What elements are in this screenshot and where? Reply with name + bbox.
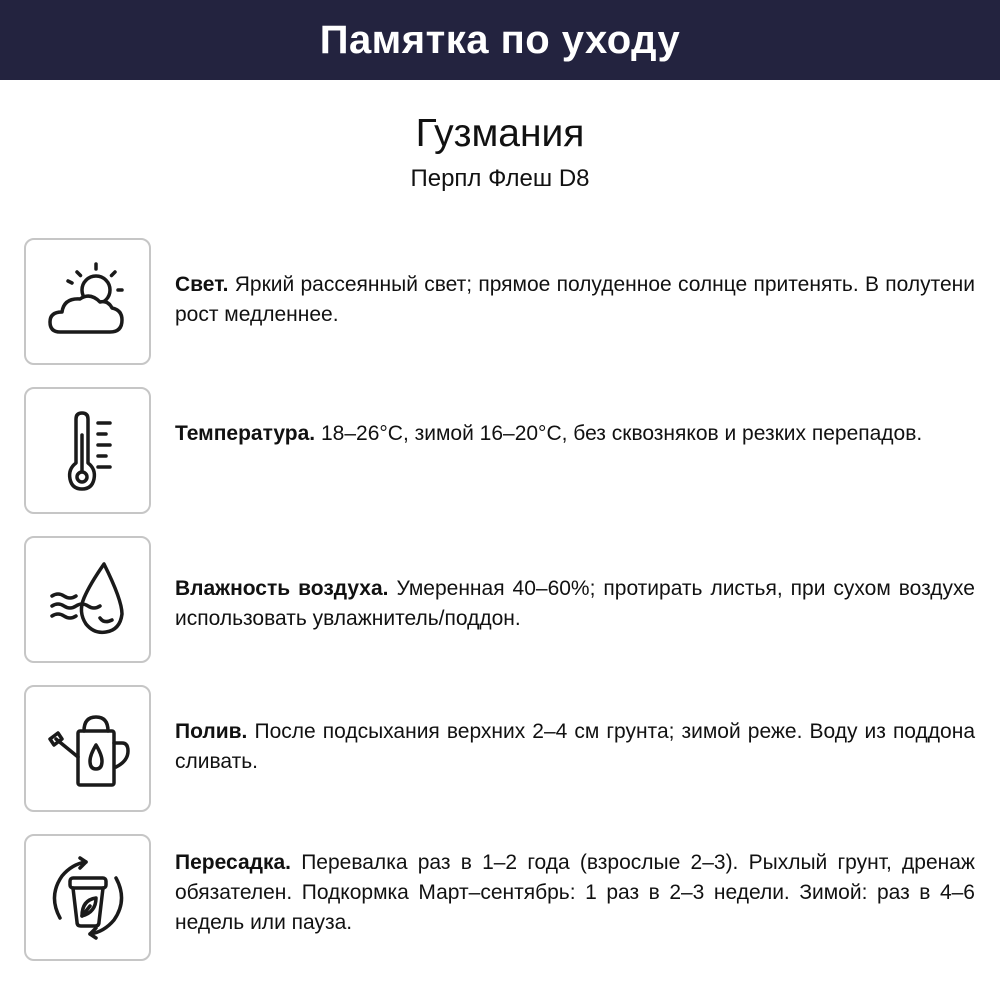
care-text-light	[175, 270, 975, 330]
care-item-repotting	[24, 834, 984, 961]
care-label: Полив.	[175, 720, 248, 743]
care-text-watering	[175, 717, 975, 777]
care-item-light	[24, 238, 984, 365]
plant-name: Гузмания	[415, 112, 585, 155]
page-title: Памятка по уходу	[319, 17, 681, 62]
care-text-humidity	[175, 574, 975, 634]
care-description: После подсыхания верхних 2–4 см грунта; зимой реже. Воду из поддона сливать.	[175, 720, 975, 773]
care-label: Температура.	[175, 422, 316, 445]
care-description: Яркий рассеянный свет; прямое полуденное солнце притенять. В полутени рост медленнее.	[175, 273, 975, 326]
header-bar	[0, 0, 1000, 80]
care-label: Влажность воздуха.	[175, 577, 389, 600]
care-text-repotting	[175, 848, 975, 938]
care-description: Перевалка раз в 1–2 года (взрослые 2–3). Рыхлый грунт, дренаж обязателен. Подкормка Март–сентябрь: 1 раз в 2–3 недели. Зимой: раз в 4–6 недель или пауза.	[175, 851, 975, 934]
care-item-humidity	[24, 536, 984, 663]
care-description: 18–26°C, зимой 16–20°C, без сквозняков и резких перепадов.	[320, 422, 923, 445]
thermometer-icon	[24, 387, 151, 514]
care-item-watering	[24, 685, 984, 812]
watering-can-icon	[24, 685, 151, 812]
humidity-drop-icon	[24, 536, 151, 663]
sun-cloud-icon	[24, 238, 151, 365]
plant-variety: Перпл Флеш D8	[410, 165, 590, 192]
care-label: Пересадка.	[175, 851, 291, 874]
care-text-temperature	[175, 419, 975, 449]
care-label: Свет.	[175, 273, 229, 296]
care-description: Умеренная 40–60%; протирать листья, при сухом воздухе использовать увлажнитель/поддон.	[175, 577, 975, 630]
care-item-temperature	[24, 387, 984, 514]
repot-icon	[24, 834, 151, 961]
